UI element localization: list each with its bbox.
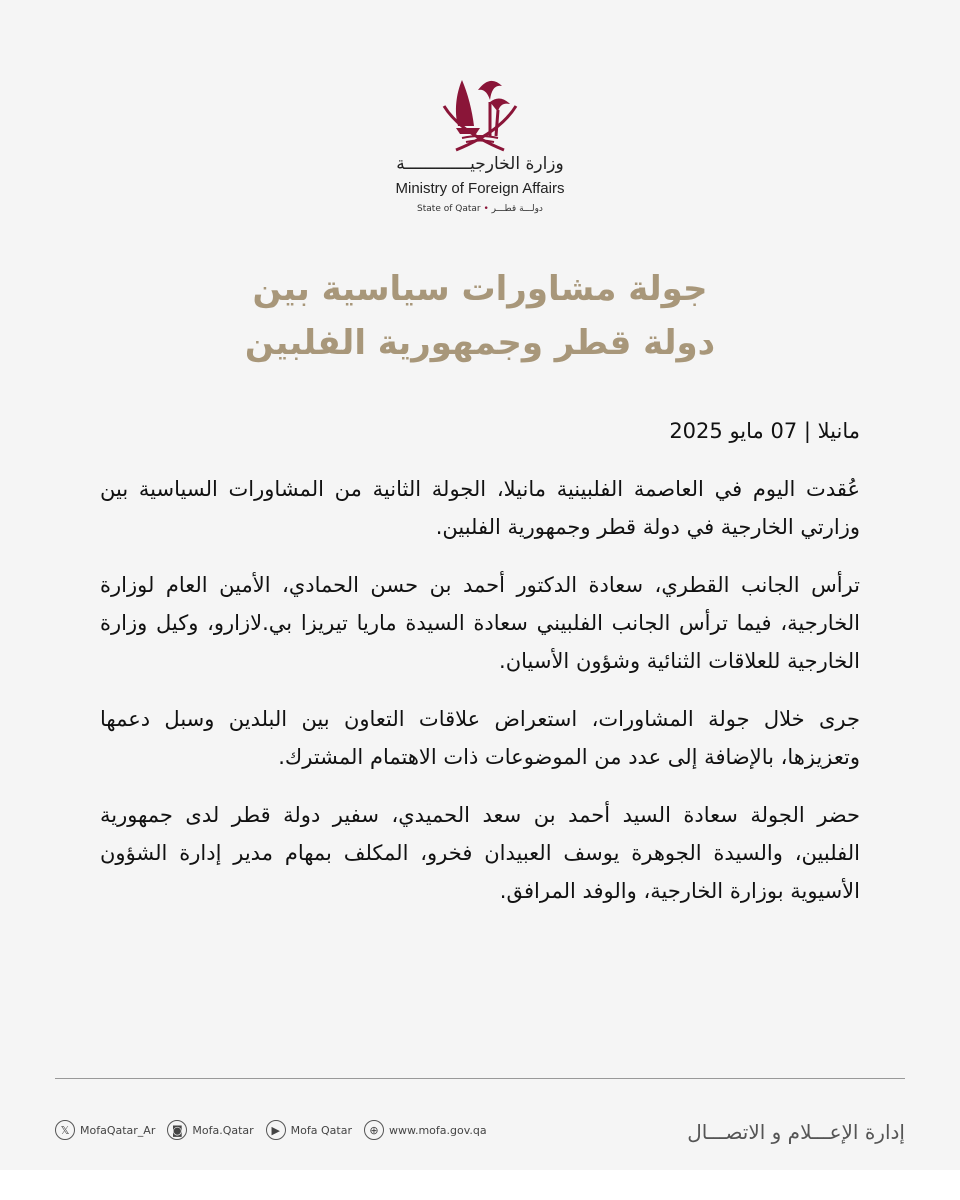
- website-url: www.mofa.gov.qa: [388, 1123, 487, 1137]
- state-english: State of Qatar: [417, 204, 481, 214]
- paragraph: عُقدت اليوم في العاصمة الفلبينية مانيلا، الجولة الثانية من المشاورات السياسية بين وزارتي الخارجية في دولة قطر وجمهورية الفلبين.: [100, 477, 860, 539]
- x-handle: MofaQatar_Ar: [80, 1123, 156, 1137]
- globe-icon: ⊕: [364, 1120, 384, 1140]
- youtube-handle: Mofa Qatar: [290, 1123, 352, 1137]
- x-link[interactable]: [55, 1120, 155, 1140]
- instagram-link[interactable]: [167, 1120, 253, 1140]
- website-link[interactable]: [364, 1120, 487, 1140]
- footer-divider: [55, 1078, 905, 1079]
- instagram-icon: ◙: [167, 1120, 187, 1140]
- ministry-name-english: Ministry of Foreign Affairs: [395, 180, 565, 197]
- social-links: [55, 1120, 487, 1140]
- dateline: مانيلا | 07 مايو 2025: [669, 419, 860, 443]
- separator-dot: •: [483, 204, 489, 214]
- youtube-icon: ▶: [266, 1120, 286, 1140]
- instagram-handle: Mofa.Qatar: [192, 1123, 254, 1137]
- x-icon: 𝕏: [55, 1120, 75, 1140]
- paragraph: جرى خلال جولة المشاورات، استعراض علاقات التعاون بين البلدين وسبل دعمها وتعزيزها، بالإضافة إلى عدد من الموضوعات ذات الاهتمام المشترك.: [100, 707, 860, 769]
- ministry-name-arabic: وزارة الخارجيـــــــــــــة: [396, 154, 564, 174]
- youtube-link[interactable]: [266, 1120, 352, 1140]
- paragraph: حضر الجولة سعادة السيد أحمد بن سعد الحميدي، سفير دولة قطر لدى جمهورية الفلبين، والسيدة الجوهرة يوسف العبيدان فخرو، المكلف بمهام مدير إدارة الشؤون الأسيوية بوزارة الخارجية، والوفد المرافق.: [100, 803, 860, 903]
- state-of-qatar: [0, 204, 960, 214]
- department-name: إدارة الإعـــلام و الاتصـــال: [687, 1120, 905, 1144]
- page-title: [0, 262, 960, 370]
- article-body: [100, 412, 860, 930]
- ministry-emblem-icon: [440, 72, 520, 154]
- paragraph: ترأس الجانب القطري، سعادة الدكتور أحمد بن حسن الحمادي، الأمين العام لوزارة الخارجية، فيما ترأس الجانب الفلبيني سعادة السيدة ماريا تيريزا بي.لازارو، وكيل وزارة الخارجية للعلاقات الثنائية وشؤون الأسيان.: [100, 573, 860, 673]
- state-arabic: دولـــة قطـــر: [491, 204, 543, 214]
- title-line-1: جولة مشاورات سياسية بين: [252, 269, 708, 309]
- title-line-2: دولة قطر وجمهورية الفلبين: [244, 323, 716, 363]
